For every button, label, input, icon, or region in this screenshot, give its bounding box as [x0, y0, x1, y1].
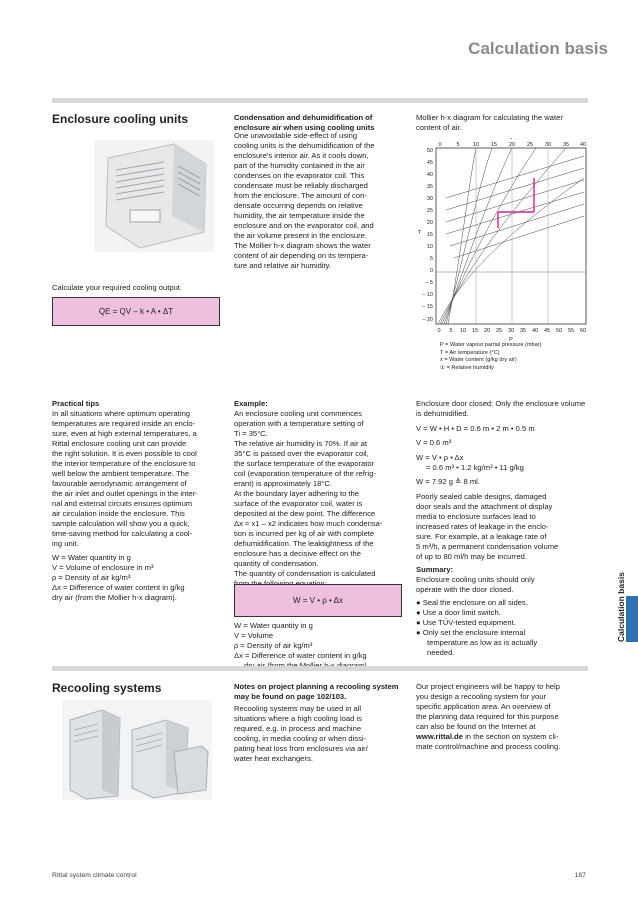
practical-tips-heading: Practical tips	[52, 399, 100, 408]
section-divider	[52, 666, 588, 671]
text-line: In all situations where optimum operating	[52, 409, 191, 418]
calc-line: V = 0.6 m³	[416, 438, 452, 448]
text-line: specific application area. An overview of	[416, 702, 551, 712]
text-line: At the boundary layer adhering to the	[234, 489, 359, 499]
text-line: of up to 80 ml/h may be incurred.	[416, 552, 528, 562]
bottom-tick: 35	[519, 328, 527, 334]
bottom-tick: 20	[483, 328, 491, 334]
legend-line: T = Air temperature (°C)	[440, 349, 500, 356]
bottom-tick: 55	[567, 328, 575, 334]
calc-line: W = V • ρ • Δx	[416, 453, 464, 463]
bullet-text: Seal the enclosure on all sides.	[422, 598, 528, 608]
text-line: operation with a temperature setting of	[234, 419, 364, 429]
text-line: situations where a high cooling load is	[234, 714, 362, 724]
recooling-text	[234, 704, 406, 764]
text-line: Ti = 35°C.	[234, 429, 268, 439]
text-line: Our project engineers will be happy to help	[416, 682, 560, 691]
bullet-continuation: temperature as low as is actually	[427, 638, 538, 648]
text-line: Rittal enclosure cooling unit can provide	[52, 439, 187, 449]
example-definitions	[234, 621, 406, 671]
left-tick: 30	[426, 196, 433, 202]
definition-line: W = Water quantity in g	[234, 621, 313, 630]
text-line	[416, 732, 596, 742]
left-tick: – 10	[422, 292, 433, 298]
project-engineers-text	[416, 682, 596, 752]
bullet-item: ● Seal the enclosure on all sides.	[416, 598, 528, 608]
text-line: required, e.g. in process and machine	[234, 724, 362, 734]
page-number: 187	[574, 872, 586, 879]
text-line: the planning data required for this purpose	[416, 712, 559, 722]
calculation-column	[416, 399, 592, 658]
definition-line: W = Water quantity in g	[52, 553, 131, 563]
bullet-continuation: needed.	[427, 648, 455, 658]
left-tick: 40	[426, 172, 433, 178]
text-line: erant) is approximately 18°C.	[234, 479, 332, 489]
definition-line: ρ = Density of air kg/m³	[52, 573, 131, 583]
top-tick: 15	[490, 142, 498, 148]
definition-line: dry air (from the Mollier h-x diagram).	[52, 593, 177, 603]
cooling-unit-photo	[94, 140, 214, 252]
text-line: door seals and the attachment of display	[416, 502, 553, 512]
text-line: densate occurring depends on relative	[234, 201, 363, 211]
left-tick: 50	[426, 148, 433, 154]
definition-line: V = Volume of enclosure in m³	[52, 563, 154, 573]
text-line: sure. For example, at a leakage rate of	[416, 532, 547, 542]
text-line: can also be found on the Internet at	[416, 722, 536, 732]
bottom-tick: 10	[459, 328, 467, 334]
legend-line: ① = Relative humidity	[440, 364, 494, 371]
bottom-tick: 45	[543, 328, 551, 334]
text-line: deposited at the dew point. The difference	[234, 509, 376, 519]
mollier-diagram	[416, 138, 592, 348]
bottom-tick: 0	[437, 328, 441, 334]
text-line: Δx = x1 – x2 indicates how much condensa-	[234, 519, 383, 529]
text-line: media to enclosure surfaces lead to	[416, 512, 536, 522]
left-tick: 45	[426, 160, 433, 166]
definition-line: V = Volume	[234, 631, 274, 641]
bottom-tick: 30	[507, 328, 515, 334]
text-line: Poorly sealed cable designs, damaged	[416, 492, 547, 502]
example-text	[234, 409, 406, 589]
condensation-heading: Condensation and dehumidification of enclosure air when using cooling units	[234, 113, 375, 133]
top-tick: 30	[544, 142, 552, 148]
bottom-tick: 40	[531, 328, 539, 334]
top-tick: 35	[562, 142, 570, 148]
practical-tips-text	[52, 409, 224, 603]
definition-line: Δx = Difference of water content in g/kg	[52, 583, 185, 593]
text-line: content of air depending on its tempera-	[234, 251, 369, 261]
footer-left: Rittal system climate control	[52, 872, 137, 879]
text-line: favourable aerodynamic arrangement of	[52, 479, 187, 489]
bottom-tick: 15	[471, 328, 479, 334]
bullet-item: ● Only set the enclosure internal	[416, 628, 526, 638]
section-title-enclosure-cooling: Enclosure cooling units	[52, 112, 189, 126]
recooling-system-photo	[62, 700, 212, 800]
bottom-tick: 60	[579, 328, 587, 334]
condensation-formula	[234, 584, 402, 617]
side-tab-label: Calculation basis	[616, 572, 626, 642]
text-line: Recooling systems may be used in all	[234, 704, 362, 713]
page-title: Calculation basis	[468, 39, 608, 58]
text-line: temperatures are required inside an enclo-	[52, 419, 196, 429]
text-line: tion is incurred per kg of air with complete	[234, 529, 375, 539]
left-tick: – 5	[425, 280, 433, 286]
left-tick: 15	[426, 232, 433, 238]
website-link[interactable]: www.rittal.de	[416, 732, 463, 742]
bottom-axis-label: P	[509, 337, 513, 343]
text-line: One unavoidable side-effect of using	[234, 131, 358, 140]
text-line: condenses on the evaporator coil. This	[234, 171, 365, 181]
text-line: quantity of condensation.	[234, 559, 319, 569]
text-line: air circulation inside the enclosure. This	[52, 509, 185, 519]
text-line: the surface temperature of the evaporator	[234, 459, 375, 469]
text-line: humidity, the air temperature inside the	[234, 211, 365, 221]
text-line: ing unit.	[52, 539, 79, 549]
top-tick: 10	[472, 142, 480, 148]
text-line: sure, even at high external temperatures, a	[52, 429, 197, 439]
definition-line: ρ = Density of air kg/m³	[234, 641, 313, 651]
top-tick: 40	[579, 142, 587, 148]
left-axis-label: T	[417, 230, 421, 236]
text-line: the air volume present in the enclosure.	[234, 231, 367, 241]
calc-line: W = 7.92 g ≙ 8 ml.	[416, 477, 480, 487]
text-line: pating heat loss from enclosures via air/	[234, 744, 368, 754]
diagram-legend	[440, 342, 542, 372]
top-axis-label: x	[509, 138, 513, 141]
text-line: surface of the evaporator coil, water is	[234, 499, 363, 509]
text-line: you design a recooling system for your	[416, 692, 547, 702]
text-line: Enclosure cooling units should only	[416, 575, 535, 585]
bottom-tick: 5	[449, 328, 453, 334]
text-line: well below the ambient temperature. The	[52, 469, 190, 479]
side-tab-marker	[626, 596, 638, 642]
text-line: enclosure and on the evaporator coil, and	[234, 221, 374, 231]
text-line: enclosure has a decisive effect on the	[234, 549, 361, 559]
summary-heading: Summary:	[416, 565, 454, 575]
text-line: mate control/machine and process cooling.	[416, 742, 561, 752]
text-line: operate with the door closed.	[416, 585, 514, 595]
text-line: increased rates of leakage in the enclo-	[416, 522, 549, 532]
text-line: the right solution. It is even possible to cool	[52, 449, 197, 459]
legend-line: x = Water content (g/kg dry air)	[440, 357, 517, 364]
text-line: An enclosure cooling unit commences	[234, 409, 362, 418]
text-line: enclosure's interior air. As it cools down,	[234, 151, 369, 161]
text-line: dehumidification. The leaktightness of the	[234, 539, 374, 549]
diagram-caption: Mollier h-x diagram for calculating the water content of air.	[416, 113, 563, 133]
left-tick: – 20	[422, 317, 433, 323]
left-tick: – 15	[422, 304, 433, 310]
legend-line: P = Water vapour partial pressure (mbar)	[440, 342, 542, 348]
condensation-text	[234, 131, 404, 271]
top-tick: 25	[526, 142, 534, 148]
example-heading: Example:	[234, 399, 268, 408]
top-tick: 0	[438, 142, 442, 148]
text-line: 35°C is passed over the evaporator coil,	[234, 449, 369, 459]
left-tick: 35	[426, 184, 433, 190]
text-line: part of the humidity contained in the air	[234, 161, 365, 171]
text-fragment: in the section on system cli-	[465, 732, 559, 742]
section-title-recooling: Recooling systems	[52, 681, 162, 695]
text-line: from the enclosure. The amount of con-	[234, 191, 367, 201]
left-tick: 10	[426, 244, 433, 250]
text-line: 5 m³/h, a permanent condensation volume	[416, 542, 559, 552]
cooling-output-formula	[52, 297, 220, 326]
text-line: ture and relative air humidity.	[234, 261, 331, 271]
text-line: cooling units is the dehumidification of the	[234, 141, 375, 151]
door-closed-intro: Enclosure door closed: Only the enclosure volume is dehumidified.	[416, 399, 586, 419]
formula-text: W = V • ρ • Δx	[293, 596, 343, 605]
text-line: the interior temperature of the enclosure to	[52, 459, 196, 469]
text-line: The Mollier h-x diagram shows the water	[234, 241, 371, 251]
text-line: condensate must be reliably discharged	[234, 181, 368, 191]
left-tick: 20	[426, 220, 433, 226]
calc-line: V = W • H • D = 0.6 m • 2 m • 0.5 m	[416, 424, 535, 434]
text-line: water heat exchangers.	[234, 754, 313, 764]
bottom-tick: 25	[495, 328, 503, 334]
bullet-text: Only set the enclosure internal	[422, 628, 526, 638]
text-line: cooling, in media cooling or when dissi-	[234, 734, 367, 744]
bullet-text: Use TÜV-tested equipment.	[422, 618, 516, 628]
formula-text: Q̇E = QV – k • A • ΔT	[98, 307, 174, 316]
text-line: The quantity of condensation is calculated	[234, 569, 376, 579]
text-line: nal and external circuits ensures optimum	[52, 499, 193, 509]
text-line: time-saving method for calculating a cool-	[52, 529, 193, 539]
text-line: the air inlet and outlet openings in the inter-	[52, 489, 198, 499]
bullet-text: Use a door limit switch.	[422, 608, 501, 618]
left-tick: 25	[426, 208, 433, 214]
text-line: The relative air humidity is 70%. If air at	[234, 439, 367, 449]
definition-line: Δx = Difference of water content in g/kg	[234, 651, 367, 661]
section-divider	[52, 98, 588, 103]
notes-heading: Notes on project planning a recooling system may be found on page 102/103.	[234, 682, 399, 702]
bottom-tick: 50	[555, 328, 563, 334]
bullet-item: ● Use a door limit switch.	[416, 608, 501, 618]
text-line: sample calculation will show you a quick,	[52, 519, 190, 529]
bullet-item: ● Use TÜV-tested equipment.	[416, 618, 516, 628]
calc-prompt: Calculate your required cooling output.	[52, 283, 183, 292]
left-tick: 0	[429, 268, 433, 274]
top-tick: 20	[508, 142, 516, 148]
text-line: coil (evaporation temperature of the refrig-	[234, 469, 376, 479]
top-tick: 5	[456, 142, 460, 148]
left-tick: 5	[429, 256, 433, 262]
calc-line: = 0.6 m³ • 1.2 kg/m³ • 11 g/kg	[426, 463, 524, 473]
